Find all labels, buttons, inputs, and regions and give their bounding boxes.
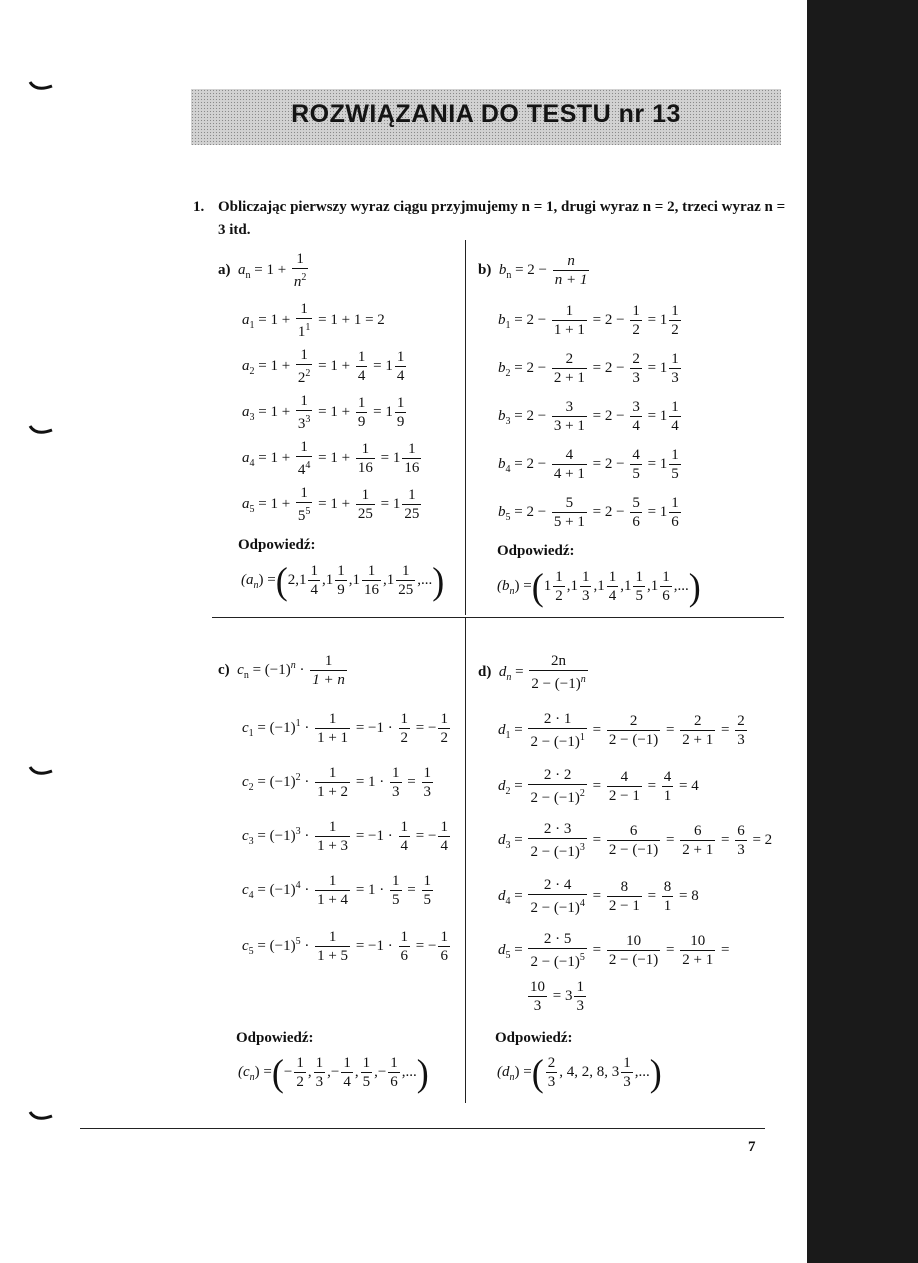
part-a-answer-label: Odpowiedź:: [238, 537, 316, 553]
denominator: $n^2$: [293, 272, 307, 290]
part-c-row: $c_1 = (-1)^1$ · $\frac{1}{1 + 1}$ = −1 · $\frac{1}{2}$ = − $\frac{1}{2}$: [242, 711, 448, 746]
part-d-answer-label: Odpowiedź:: [495, 1030, 573, 1046]
binder-mark-icon: [28, 765, 54, 779]
part-b-answer: $(b_n) =(1$ $\frac{1}{2}$ ,1 $\frac{1}{3}$ ,1 $\frac{1}{4}$ ,1 $\frac{1}{5}$ ,1 $\frac{1}{6}$ ,...): [497, 565, 701, 608]
part-a-label: a): [218, 261, 231, 278]
part-d-definition: d) $d_n$ = $\frac{2n}{2 - (-1)^n}$: [478, 653, 586, 692]
part-d-row: $d_2$ = $\frac{2 \cdot 2}{2 - (-1)^2}$ = $\frac{4}{2 - 1}$ = $\frac{4}{1}$ = 4: [498, 767, 699, 806]
part-c-label: c): [218, 661, 230, 678]
page-number: 7: [748, 1139, 756, 1155]
part-d-row: $d_5$ = $\frac{2 \cdot 5}{2 - (-1)^5}$ = $\frac{10}{2 - (-1)}$ = $\frac{10}{2 + 1}$ =: [498, 931, 730, 970]
seq-symbol: a: [238, 261, 246, 278]
expr: = 1 +: [254, 261, 287, 278]
section-divider: [212, 617, 784, 618]
binder-mark-icon: [28, 80, 54, 94]
part-d-row: $d_3$ = $\frac{2 \cdot 3}{2 - (-1)^3}$ = $\frac{6}{2 - (-1)}$ = $\frac{6}{2 + 1}$ = $\frac{6}{3}$ = 2: [498, 821, 773, 860]
part-c-definition: c) $c_n = (-1)^n$ · $\frac{1}{1 + n}$: [218, 653, 345, 688]
part-a-definition: [218, 250, 310, 291]
part-c-row: $c_4 = (-1)^4$ · $\frac{1}{1 + 4}$ = 1 · $\frac{1}{5}$ = $\frac{1}{5}$: [242, 873, 431, 908]
part-a-row: $a_5 = 1$ + $\frac{1}{5^5}$ = 1 + $\frac{1}{25}$ = 1 $\frac{1}{25}$: [242, 485, 420, 524]
part-a-row: $a_3 = 1$ + $\frac{1}{3^3}$ = 1 + $\frac{1}{9}$ = 1 $\frac{1}{9}$: [242, 393, 405, 432]
part-d-row: $d_1$ = $\frac{2 \cdot 1}{2 - (-1)^1}$ = $\frac{2}{2 - (-1)}$ = $\frac{2}{2 + 1}$ = $\frac{2}{3}$: [498, 711, 745, 750]
scan-edge-band: [807, 0, 918, 1263]
binder-mark-icon: [28, 424, 54, 438]
part-b-label: b): [478, 261, 492, 278]
part-b-row: $b_4 = 2$ − $\frac{4}{4 + 1}$ = 2 − $\frac{4}{5}$ = 1 $\frac{1}{5}$: [498, 447, 679, 482]
part-c-answer-label: Odpowiedź:: [236, 1030, 314, 1046]
subscript: n: [245, 269, 251, 281]
part-b-row: $b_1 = 2$ − $\frac{1}{1 + 1}$ = 2 − $\frac{1}{2}$ = 1 $\frac{1}{2}$: [498, 303, 679, 338]
part-a-answer: $(a_n) =(2,1$ $\frac{1}{4}$ ,1 $\frac{1}{9}$ ,1 $\frac{1}{16}$ ,1 $\frac{1}{25}$ ,...): [241, 559, 445, 602]
part-b-row: $b_5 = 2$ − $\frac{5}{5 + 1}$ = 2 − $\frac{5}{6}$ = 1 $\frac{1}{6}$: [498, 495, 679, 530]
part-a-row: $a_4 = 1$ + $\frac{1}{4^4}$ = 1 + $\frac{1}{16}$ = 1 $\frac{1}{16}$: [242, 439, 420, 478]
part-c-row: $c_5 = (-1)^5$ · $\frac{1}{1 + 5}$ = −1 · $\frac{1}{6}$ = − $\frac{1}{6}$: [242, 929, 448, 964]
part-b-row: $b_3 = 2$ − $\frac{3}{3 + 1}$ = 2 − $\frac{3}{4}$ = 1 $\frac{1}{4}$: [498, 399, 679, 434]
part-d-row-continuation: $\frac{10}{3}$ = 3 $\frac{1}{3}$: [530, 979, 584, 1014]
problem-intro: [193, 196, 793, 242]
part-c-answer: $(c_n)$ =(− $\frac{1}{2}$ , $\frac{1}{3}$ ,− $\frac{1}{4}$ , $\frac{1}{5}$ ,− $\frac{1}{6}$ ,...): [238, 1051, 429, 1094]
binder-mark-icon: [28, 1110, 54, 1124]
column-divider-top: [465, 240, 466, 615]
fraction: [292, 250, 309, 291]
page-title: ROZWIĄZANIA DO TESTU nr 13: [291, 100, 681, 128]
column-divider-bottom: [465, 618, 466, 1103]
problem-number: 1.: [193, 199, 205, 215]
part-a-row: $a_1 = 1$ + $\frac{1}{1^1}$ = 1 + 1 = 2: [242, 301, 385, 340]
part-a-row: $a_2 = 1$ + $\frac{1}{2^2}$ = 1 + $\frac{1}{4}$ = 1 $\frac{1}{4}$: [242, 347, 405, 386]
part-c-row: $c_3 = (-1)^3$ · $\frac{1}{1 + 3}$ = −1 · $\frac{1}{4}$ = − $\frac{1}{4}$: [242, 819, 448, 854]
footer-rule: [80, 1128, 765, 1129]
header-banner: [191, 89, 781, 145]
part-b-row: $b_2 = 2$ − $\frac{2}{2 + 1}$ = 2 − $\frac{2}{3}$ = 1 $\frac{1}{3}$: [498, 351, 679, 386]
problem-text: Obliczając pierwszy wyraz ciągu przyjmujemy n = 1, drugi wyraz n = 2, trzeci wyraz n = 3 itd.: [218, 199, 786, 238]
numerator: 1: [292, 250, 309, 269]
part-d-answer: $(d_n)$ =( $\frac{2}{3}$ , 4, 2, 8, 3 $\frac{1}{3}$ ,...): [497, 1051, 662, 1094]
part-b-answer-label: Odpowiedź:: [497, 543, 575, 559]
part-d-label: d): [478, 663, 492, 680]
part-c-row: $c_2 = (-1)^2$ · $\frac{1}{1 + 2}$ = 1 · $\frac{1}{3}$ = $\frac{1}{3}$: [242, 765, 431, 800]
part-d-row: $d_4$ = $\frac{2 \cdot 4}{2 - (-1)^4}$ = $\frac{8}{2 - 1}$ = $\frac{8}{1}$ = 8: [498, 877, 699, 916]
part-b-definition: b) $b_n = 2$ − $\frac{n}{n + 1}$: [478, 253, 588, 288]
